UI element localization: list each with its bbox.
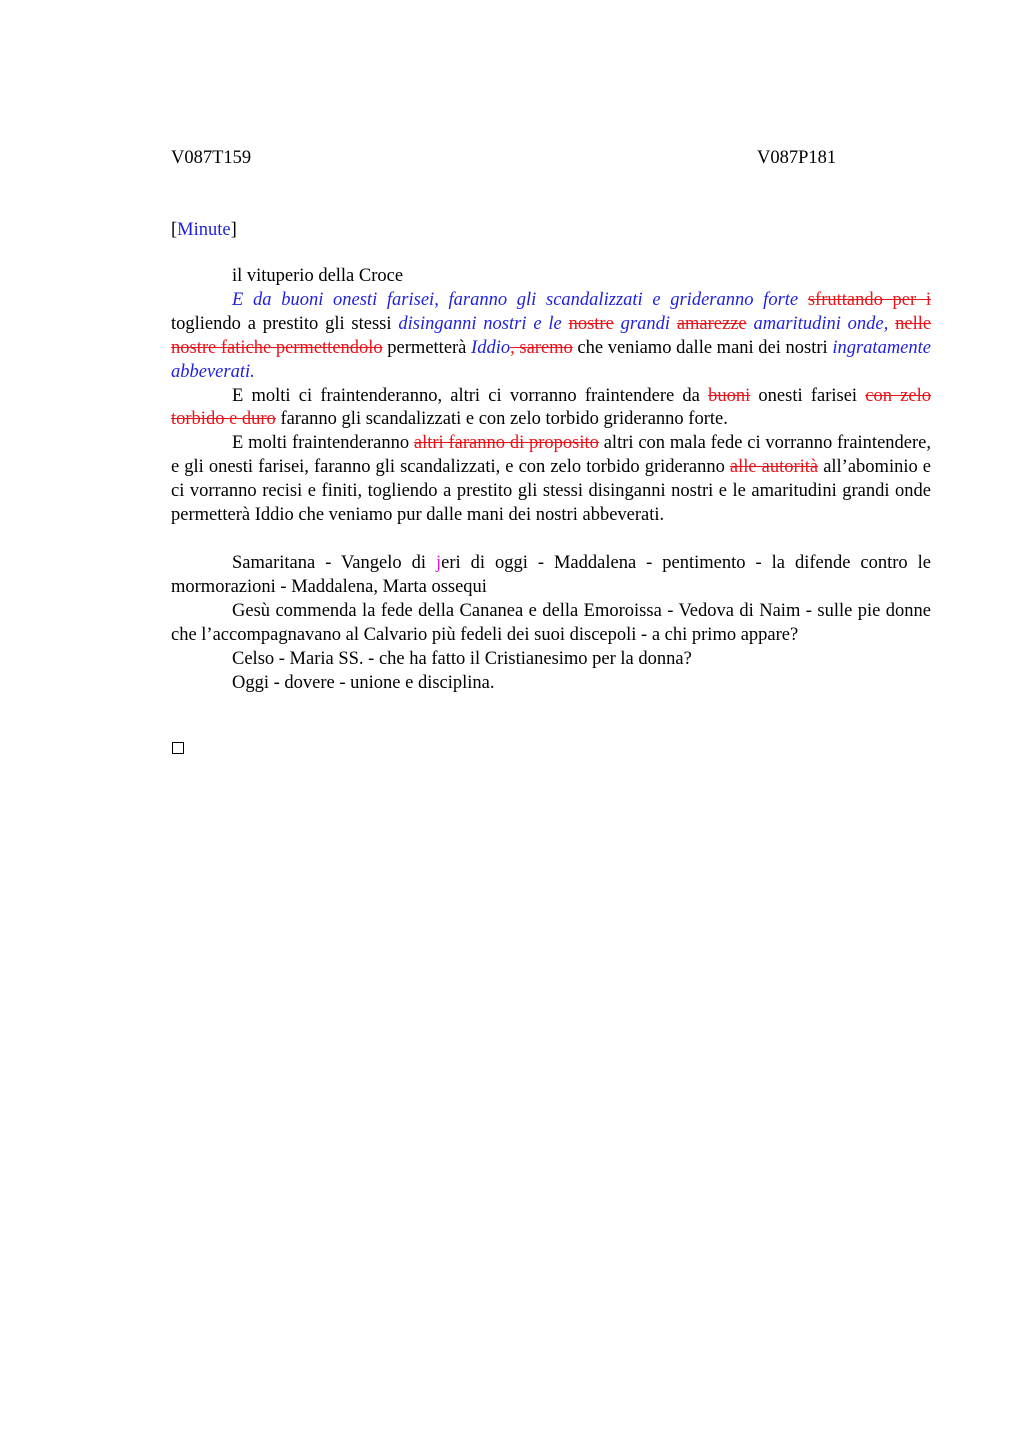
paragraph-8 bbox=[171, 672, 931, 696]
insertion-text: grandi bbox=[620, 313, 670, 334]
paragraph-5 bbox=[171, 552, 931, 600]
text-run: faranno gli scandalizzati e con zelo torbido grideranno forte. bbox=[275, 409, 728, 430]
correction-text: j bbox=[435, 552, 442, 573]
text-run bbox=[798, 290, 808, 310]
text-run: E molti ci fraintenderanno, altri ci vorranno fraintendere da bbox=[232, 385, 709, 406]
text-run: il vituperio della Croce bbox=[232, 266, 404, 286]
paragraph-6 bbox=[171, 600, 931, 648]
section-bracket-open: [ bbox=[171, 220, 178, 240]
text-run: Celso - Maria SS. - che ha fatto il Cristianesimo per la donna? bbox=[232, 648, 692, 669]
section-label bbox=[171, 218, 237, 242]
text-run: altri con mala fede ci vorranno fraintendere, e gli onesti farisei, faranno gli scandalizzati, e con zelo torbido grideranno bbox=[171, 433, 931, 478]
paragraph-3 bbox=[171, 385, 931, 433]
text-run bbox=[670, 314, 677, 334]
text-run: permetterà bbox=[382, 337, 472, 358]
text-run bbox=[562, 314, 569, 334]
insertion-text: Iddio bbox=[471, 337, 511, 358]
paragraph-gap bbox=[171, 528, 931, 552]
text-run: Samaritana - Vangelo di bbox=[232, 552, 436, 573]
deletion-text: con zelo torbido e duro bbox=[171, 385, 931, 430]
text-run: togliendo a prestito gli stessi bbox=[171, 313, 399, 334]
paragraph-7 bbox=[171, 648, 931, 672]
empty-square-icon bbox=[172, 742, 184, 754]
text-run: eri di oggi - Maddalena - pentimento - la difende contro le mormorazioni - Maddalena, Marta ossequi bbox=[171, 552, 931, 597]
insertion-text: disinganni nostri e le bbox=[398, 313, 562, 334]
body-text bbox=[171, 265, 931, 695]
paragraph-4 bbox=[171, 432, 931, 528]
paragraph-2 bbox=[171, 289, 931, 385]
deletion-text: , saremo bbox=[510, 337, 573, 358]
text-run: E molti fraintenderanno bbox=[232, 433, 414, 454]
section-label-text: Minute bbox=[177, 220, 231, 240]
deletion-text: buoni bbox=[708, 385, 751, 406]
insertion-text: E da buoni onesti farisei, faranno gli scandalizzati e grideranno forte bbox=[232, 289, 799, 310]
text-run: Oggi - dovere - unione e disciplina. bbox=[232, 672, 495, 693]
text-run: che veniamo dalle mani dei nostri bbox=[572, 337, 833, 358]
insertion-text: amaritudini onde, bbox=[753, 313, 889, 334]
deletion-text: nelle nostre fatiche permettendolo bbox=[171, 313, 932, 358]
text-run: all’abominio e ci vorranno recisi e finiti, togliendo a prestito gli stessi disinganni nostri e le amaritudini grandi onde permetterà Iddio che veniamo pur dalle mani dei nostri abbeverati. bbox=[171, 457, 931, 526]
header-left-code: V087T159 bbox=[171, 148, 252, 168]
section-bracket-close: ] bbox=[230, 220, 237, 240]
text-run bbox=[614, 314, 621, 334]
paragraph-1 bbox=[171, 265, 931, 289]
deletion-text: altri faranno di proposito bbox=[413, 433, 599, 454]
deletion-text: alle autorità bbox=[729, 457, 819, 478]
text-run: onesti farisei bbox=[750, 385, 866, 406]
insertion-text: ingratamente abbeverati. bbox=[171, 337, 931, 382]
deletion-text: sfruttando per i bbox=[807, 289, 931, 310]
text-run: Gesù commenda la fede della Cananea e della Emoroissa - Vedova di Naim - sulle pie donne che l’accompagnavano al Calvario più fedeli dei suoi discepoli - a chi primo appare? bbox=[171, 600, 931, 645]
deletion-text: amarezze bbox=[676, 313, 747, 334]
header-right-code: V087P181 bbox=[757, 148, 837, 168]
deletion-text: nostre bbox=[568, 313, 614, 334]
